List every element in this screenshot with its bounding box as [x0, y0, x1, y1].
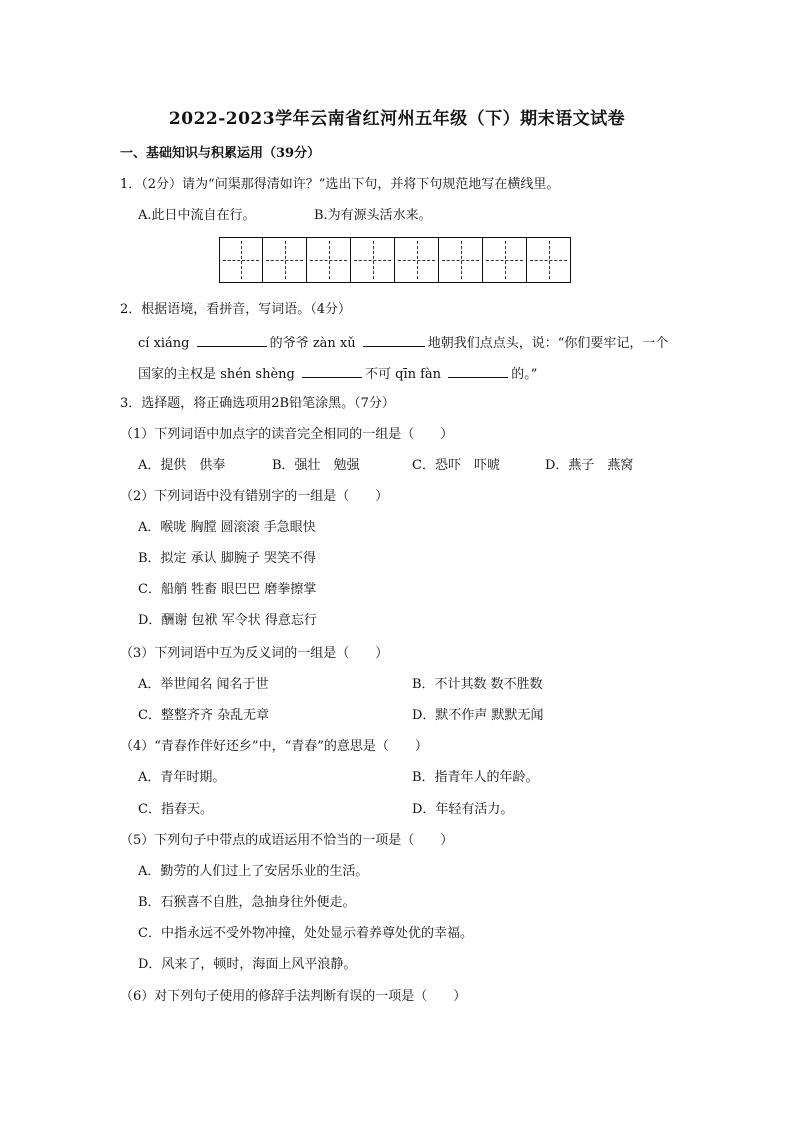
question-1-stem: 1．（2分）请为“问渠那得清如许？”选出下句，并将下句规范地写在横线里。 [120, 177, 560, 192]
grid-cell[interactable] [439, 237, 483, 283]
pinyin-3: shén shèng [220, 367, 295, 382]
answer-blank-1[interactable] [197, 332, 267, 347]
sub-question-4-option-c[interactable]: C．指春天。 [138, 802, 213, 817]
answer-blank-3[interactable] [302, 363, 362, 378]
question-2-line-2 [138, 363, 537, 385]
sub-question-2-option-c[interactable]: C．船艄 牲畜 眼巴巴 磨拳擦掌 [138, 582, 317, 597]
grid-cell[interactable] [263, 237, 307, 283]
answer-blank-4[interactable] [448, 363, 508, 378]
question-2-stem: 2．根据语境，看拼音，写词语。（4分） [120, 302, 352, 317]
sub-question-3-option-b[interactable]: B．不计其数 数不胜数 [412, 677, 543, 692]
question-1-option-b: B.为有源头活水来。 [314, 208, 432, 223]
question-2-line-1 [138, 332, 668, 354]
sub-question-5-option-a[interactable]: A．勤劳的人们过上了安居乐业的生活。 [138, 864, 369, 879]
sub-question-1-option-c[interactable]: C．恐吓 吓唬 [412, 458, 500, 473]
sub-question-2-stem: （2）下列词语中没有错别字的一组是（ ） [120, 489, 389, 504]
text-segment: 的。” [511, 367, 538, 382]
text-segment: 国家的主权是 [138, 367, 217, 382]
sub-question-6-stem: （6）对下列句子使用的修辞手法判断有误的一项是（ ） [120, 989, 467, 1004]
page-title: 2022-2023学年云南省红河州五年级（下）期末语文试卷 [168, 109, 626, 129]
sub-question-1-option-b[interactable]: B．强壮 勉强 [272, 458, 360, 473]
grid-cell[interactable] [527, 237, 571, 283]
pinyin-2: zàn xǔ [312, 336, 356, 351]
sub-question-5-stem: （5）下列句子中带点的成语运用不恰当的一项是（ ） [120, 833, 454, 848]
sub-question-2-option-d[interactable]: D．酬谢 包袱 军令状 得意忘行 [138, 613, 317, 628]
question-3-stem: 3．选择题，将正确选项用2B铅笔涂黑。（7分） [120, 396, 395, 411]
grid-cell[interactable] [351, 237, 395, 283]
section-heading: 一、基础知识与积累运用（39分） [120, 146, 321, 161]
sub-question-5-option-b[interactable]: B．石猴喜不自胜，急抽身往外便走。 [138, 895, 356, 910]
sub-question-4-stem: （4）“青春作伴好还乡”中，“青春”的意思是（ ） [120, 739, 428, 754]
sub-question-4-option-b[interactable]: B．指青年人的年龄。 [412, 770, 539, 785]
sub-question-2-option-a[interactable]: A．喉咙 胸膛 圆滚滚 手急眼快 [138, 520, 316, 535]
question-1-option-a: A.此日中流自在行。 [138, 208, 256, 223]
sub-question-3-option-d[interactable]: D．默不作声 默默无闻 [412, 708, 544, 723]
sub-question-2-option-b[interactable]: B．拟定 承认 脚腕子 哭笑不得 [138, 551, 316, 566]
sub-question-3-option-a[interactable]: A．举世闻名 闻名于世 [138, 677, 269, 692]
answer-blank-2[interactable] [363, 332, 425, 347]
grid-cell[interactable] [483, 237, 527, 283]
grid-cell[interactable] [219, 237, 263, 283]
sub-question-1-stem: （1）下列词语中加点字的读音完全相同的一组是（ ） [120, 427, 454, 442]
pinyin-4: qīn fàn [395, 367, 442, 382]
pinyin-1: cí xiáng [138, 336, 190, 351]
sub-question-4-option-a[interactable]: A．青年时期。 [138, 770, 226, 785]
text-segment: 不可 [364, 367, 391, 382]
text-segment: 的爷爷 [269, 336, 309, 351]
text-segment: 地朝我们点点头，说：“你们要牢记，一个 [427, 336, 669, 351]
writing-grid[interactable] [219, 237, 571, 285]
sub-question-5-option-c[interactable]: C．中指永远不受外物冲撞，处处显示着养尊处优的幸福。 [138, 926, 473, 941]
sub-question-1-option-a[interactable]: A．提供 供奉 [138, 458, 226, 473]
grid-cell[interactable] [307, 237, 351, 283]
grid-cell[interactable] [395, 237, 439, 283]
sub-question-1-option-d[interactable]: D．燕子 燕窝 [545, 458, 634, 473]
sub-question-3-stem: （3）下列词语中互为反义词的一组是（ ） [120, 646, 389, 661]
sub-question-4-option-d[interactable]: D．年轻有活力。 [412, 802, 514, 817]
sub-question-5-option-d[interactable]: D．风来了，顿时，海面上风平浪静。 [138, 957, 357, 972]
sub-question-3-option-c[interactable]: C．整整齐齐 杂乱无章 [138, 708, 270, 723]
